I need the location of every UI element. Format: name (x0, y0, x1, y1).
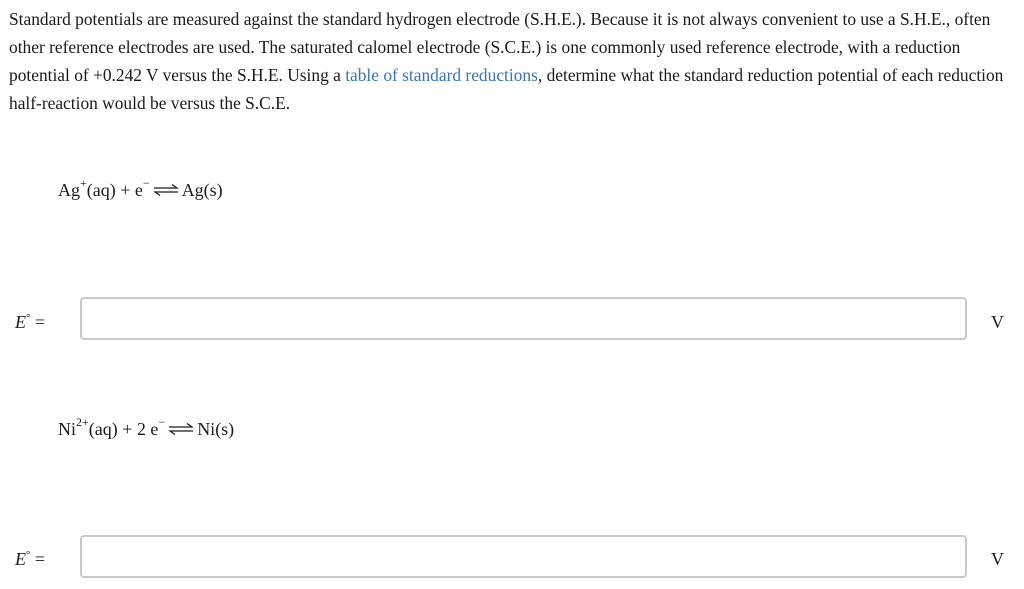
equilibrium-arrow-icon (168, 423, 194, 435)
reaction-1-electron-charge: − (142, 176, 150, 190)
problem-statement (9, 5, 1009, 117)
intro-text-after-link: , determine what the standard reduction potential of each reduction half-reaction would be versus the S.C.E. (9, 65, 1004, 113)
e-standard-label-1: E° = (15, 312, 46, 332)
unit-label-1: V (991, 312, 1004, 332)
reaction-1 (58, 176, 223, 201)
e-standard-label-2: E° = (15, 549, 46, 569)
reaction-2-electron-charge: − (158, 415, 166, 429)
unit-label-2: V (991, 549, 1004, 569)
equilibrium-arrow-icon (153, 184, 179, 196)
reaction-2-species: Ni (58, 419, 76, 439)
potential-input-1[interactable] (80, 297, 967, 340)
standard-reductions-table-link[interactable]: table of standard reductions (345, 65, 538, 85)
reaction-1-state: (aq) + e (86, 180, 143, 200)
reaction-1-species: Ag (58, 180, 80, 200)
reaction-2-state: (aq) + 2 e (88, 419, 159, 439)
reaction-2-charge: 2+ (76, 415, 89, 429)
potential-input-2[interactable] (80, 535, 967, 578)
intro-text-before-link: Standard potentials are measured against the standard hydrogen electrode (S.H.E.). Because it is not always convenient to use a S.H.E., often other reference electrodes are used. The saturated calomel electrode (S.C.E.) is one commonly used reference electrode, with a reduction potential of +0.242 V versus the S.H.E. Using a (9, 9, 991, 85)
reaction-2-product: Ni(s) (197, 419, 235, 439)
reaction-2 (58, 415, 235, 440)
reaction-1-charge: + (80, 176, 87, 190)
reaction-1-product: Ag(s) (181, 180, 223, 200)
